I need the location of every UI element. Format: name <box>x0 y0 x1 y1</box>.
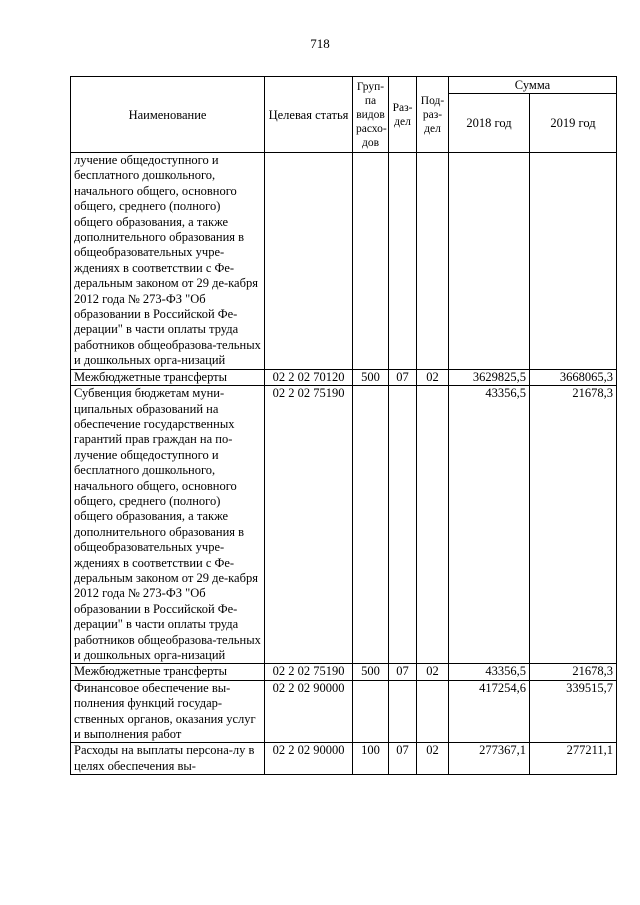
table-row <box>71 153 617 370</box>
row-code: 02 2 02 90000 <box>265 743 353 775</box>
header-target: Целевая статья <box>265 77 353 153</box>
row-name: Расходы на выплаты персона-лу в целях обеспечения вы- <box>71 743 265 775</box>
table-row <box>71 680 617 743</box>
table-row <box>71 386 617 664</box>
row-code <box>265 153 353 370</box>
row-subsection <box>417 386 449 664</box>
row-sum-2018: 43356,5 <box>449 386 530 664</box>
row-code: 02 2 02 70120 <box>265 369 353 385</box>
row-sum-2019: 3668065,3 <box>530 369 617 385</box>
budget-table <box>70 76 617 775</box>
row-group: 500 <box>353 369 389 385</box>
row-sum-2018 <box>449 153 530 370</box>
header-sum: Сумма <box>449 77 617 94</box>
table-row <box>71 369 617 385</box>
row-code: 02 2 02 90000 <box>265 680 353 743</box>
row-name: лучение общедоступного и бесплатного дошкольного, начального общего, основного общего, среднего (полного) общего образования, а также дополнительного образования в общеобразовательных учре-ждениях в соответствии с Фе-деральным законом от 29 де-кабря 2012 года № 273-ФЗ "Об образовании в Российской Фе-дерации" в части оплаты труда работников общеобразова-тельных и дошкольных орга-низаций <box>71 153 265 370</box>
row-group: 100 <box>353 743 389 775</box>
row-section: 07 <box>389 743 417 775</box>
row-subsection: 02 <box>417 664 449 680</box>
row-sum-2018: 43356,5 <box>449 664 530 680</box>
header-year-2018: 2018 год <box>449 94 530 153</box>
row-name: Межбюджетные трансферты <box>71 369 265 385</box>
row-section: 07 <box>389 369 417 385</box>
table-header-row <box>71 77 617 94</box>
row-group: 500 <box>353 664 389 680</box>
header-group: Груп-па видов расхо-дов <box>353 77 389 153</box>
row-sum-2018: 3629825,5 <box>449 369 530 385</box>
row-name: Финансовое обеспечение вы-полнения функций государ-ственных органов, оказания услуг и выполнения работ <box>71 680 265 743</box>
table-row <box>71 743 617 775</box>
row-code: 02 2 02 75190 <box>265 664 353 680</box>
row-subsection: 02 <box>417 369 449 385</box>
header-year-2019: 2019 год <box>530 94 617 153</box>
row-subsection <box>417 153 449 370</box>
row-section <box>389 386 417 664</box>
row-sum-2019 <box>530 153 617 370</box>
row-group <box>353 680 389 743</box>
row-sum-2019: 21678,3 <box>530 664 617 680</box>
header-subsection: Под-раз-дел <box>417 77 449 153</box>
row-section <box>389 153 417 370</box>
row-section <box>389 680 417 743</box>
table-row <box>71 664 617 680</box>
page-number: 718 <box>310 36 330 51</box>
row-group <box>353 153 389 370</box>
row-sum-2019: 339515,7 <box>530 680 617 743</box>
row-sum-2019: 21678,3 <box>530 386 617 664</box>
row-name: Межбюджетные трансферты <box>71 664 265 680</box>
row-subsection: 02 <box>417 743 449 775</box>
row-subsection <box>417 680 449 743</box>
header-section: Раз-дел <box>389 77 417 153</box>
row-name: Субвенция бюджетам муни-ципальных образований на обеспечение государственных гарантий прав граждан на по-лучение общедоступного и бесплатного дошкольного, начального общего, основного общего, среднего (полного) общего образования, а также дополнительного образования в общеобразовательных учре-ждениях в соответствии с Фе-деральным законом от 29 де-кабря 2012 года № 273-ФЗ "Об образовании в Российской Фе-дерации" в части оплаты труда работников общеобразова-тельных и дошкольных орга-низаций <box>71 386 265 664</box>
row-section: 07 <box>389 664 417 680</box>
row-sum-2018: 417254,6 <box>449 680 530 743</box>
row-sum-2019: 277211,1 <box>530 743 617 775</box>
row-sum-2018: 277367,1 <box>449 743 530 775</box>
row-group <box>353 386 389 664</box>
row-code: 02 2 02 75190 <box>265 386 353 664</box>
header-name: Наименование <box>71 77 265 153</box>
